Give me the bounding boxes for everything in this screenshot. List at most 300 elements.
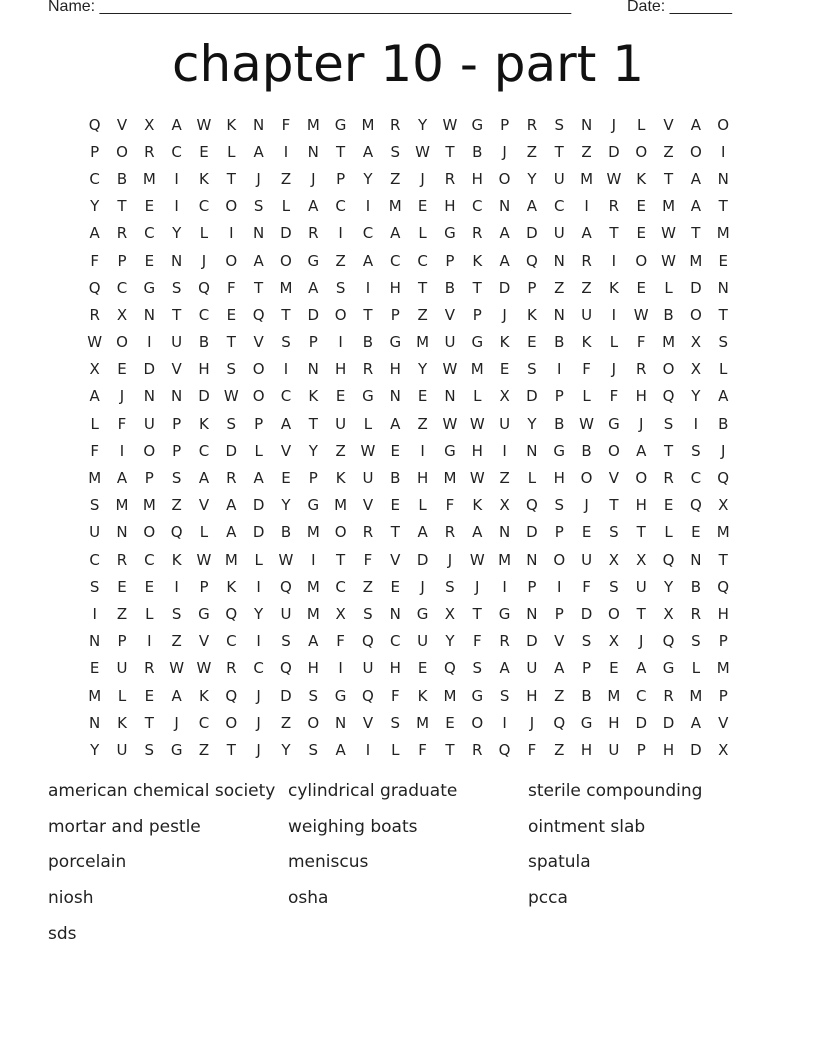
grid-letter: F [90,441,99,460]
grid-letter: F [445,496,455,515]
grid-letter: A [308,278,319,297]
grid-letter: Y [90,197,100,216]
grid-letter: S [718,333,728,352]
grid-letter: B [198,333,210,352]
grid-letter: Q [225,604,238,623]
grid-letter: T [472,278,482,297]
grid-letter: O [307,713,320,732]
letter-grid [81,111,737,764]
grid-letter: S [499,686,510,705]
grid-letter: E [417,659,428,678]
grid-letter: A [636,659,647,678]
grid-letter: A [198,469,210,488]
grid-letter: Q [444,659,456,678]
grid-letter: K [581,333,592,352]
grid-letter: T [226,333,236,352]
grid-row [81,437,737,464]
grid-letter: Z [198,740,210,759]
grid-letter: I [92,604,97,623]
grid-letter: P [336,169,346,188]
grid-letter: O [635,469,648,488]
grid-letter: V [444,305,456,324]
grid-letter: B [554,414,565,433]
grid-letter: M [88,686,102,705]
word-bank-item: osha [288,888,329,909]
grid-letter: E [144,577,155,596]
grid-letter: G [362,387,374,406]
grid-letter: L [473,387,482,406]
grid-letter: Z [581,142,592,161]
grid-row [81,356,737,383]
grid-letter: D [526,523,538,542]
grid-letter: Q [662,550,675,569]
grid-letter: G [444,224,456,243]
grid-letter: L [582,387,591,406]
grid-letter: S [171,604,182,623]
grid-row [81,383,737,410]
grid-letter: E [581,523,592,542]
grid-letter: Q [198,278,210,297]
grid-letter: W [661,251,676,270]
grid-letter: S [554,115,564,134]
grid-letter: K [199,169,209,188]
grid-letter: L [609,333,619,352]
grid-letter: B [280,523,292,542]
grid-letter: M [443,686,457,705]
grid-letter: B [663,305,674,324]
grid-letter: W [442,360,458,379]
grid-letter: Y [527,414,537,433]
grid-letter: L [281,197,291,216]
grid-letter: A [89,387,100,406]
grid-letter: I [365,278,371,297]
grid-letter: G [553,441,566,460]
grid-letter: U [116,740,128,759]
grid-row [81,519,737,546]
grid-letter: Z [171,496,182,515]
grid-letter: R [581,251,592,270]
grid-letter: P [308,333,318,352]
grid-letter: I [338,659,343,678]
grid-letter: M [716,523,730,542]
grid-letter: Q [498,740,511,759]
grid-letter: I [420,441,425,460]
grid-letter: I [174,169,179,188]
word-bank-item: sterile compounding [528,781,703,801]
grid-letter: A [554,659,565,678]
grid-letter: G [307,251,320,270]
grid-letter: F [527,740,537,759]
grid-letter: U [171,333,183,352]
grid-letter: U [635,577,647,596]
grid-letter: N [335,713,347,732]
grid-letter: N [717,278,729,297]
grid-letter: S [226,360,237,379]
grid-letter: X [335,604,346,623]
grid-letter: K [199,414,209,433]
grid-letter: X [89,360,100,379]
grid-letter: N [498,523,511,542]
grid-letter: Y [663,577,674,596]
grid-letter: R [390,115,401,134]
grid-letter: M [443,469,457,488]
grid-letter: H [608,713,620,732]
grid-letter: S [691,632,701,651]
grid-letter: S [609,577,619,596]
grid-letter: X [608,632,620,651]
grid-letter: S [226,414,237,433]
grid-letter: O [225,251,238,270]
grid-letter: U [143,414,155,433]
grid-letter: I [311,550,316,569]
grid-letter: P [117,632,127,651]
grid-letter: G [334,115,347,134]
grid-letter: A [417,523,428,542]
grid-letter: Q [662,387,675,406]
grid-row [81,546,737,573]
grid-letter: A [253,469,264,488]
grid-letter: C [362,224,374,243]
grid-letter: Q [717,577,730,596]
grid-letter: N [526,604,538,623]
grid-letter: Z [280,713,292,732]
grid-letter: S [281,632,291,651]
grid-letter: O [116,142,128,161]
grid-letter: S [144,740,155,759]
grid-letter: P [527,577,537,596]
grid-letter: Q [553,713,566,732]
grid-letter: E [390,496,401,515]
grid-letter: M [306,115,320,134]
grid-letter: L [90,414,99,433]
grid-letter: E [609,659,619,678]
grid-letter: X [718,496,729,515]
grid-letter: M [416,713,430,732]
grid-letter: J [174,713,179,732]
grid-letter: H [580,740,593,759]
grid-letter: G [143,278,156,297]
grid-letter: A [226,523,237,542]
grid-letter: M [689,686,703,705]
grid-letter: A [89,224,100,243]
grid-letter: M [498,550,512,569]
grid-letter: P [172,414,182,433]
grid-letter: U [335,414,347,433]
grid-letter: I [256,632,261,651]
grid-letter: W [469,414,485,433]
date-field[interactable]: Date: _______ [627,0,732,15]
grid-letter: Z [581,278,592,297]
grid-letter: Y [445,632,455,651]
grid-letter: U [581,305,593,324]
grid-letter: L [418,496,427,515]
grid-letter: A [362,142,374,161]
grid-letter: Q [662,632,675,651]
grid-letter: D [252,523,265,542]
grid-letter: N [253,224,265,243]
grid-letter: B [362,333,374,352]
grid-letter: N [690,550,702,569]
grid-letter: L [254,441,263,460]
grid-letter: C [335,577,346,596]
grid-letter: J [256,169,261,188]
grid-letter: T [226,740,236,759]
grid-letter: S [253,197,264,216]
grid-letter: A [308,197,319,216]
grid-letter: N [171,387,183,406]
grid-letter: J [475,577,480,596]
grid-letter: E [417,387,428,406]
grid-letter: T [609,224,619,243]
grid-letter: Y [172,224,182,243]
grid-letter: M [306,577,320,596]
grid-row [81,492,737,519]
grid-row [81,138,737,165]
grid-letter: O [498,169,511,188]
grid-letter: H [526,686,538,705]
grid-letter: E [417,197,428,216]
grid-letter: S [281,333,291,352]
grid-letter: R [472,224,483,243]
name-field[interactable]: Name: _____________________________________________________ [48,0,572,15]
grid-letter: I [229,224,234,243]
grid-letter: T [117,197,127,216]
grid-letter: P [718,686,728,705]
grid-letter: J [611,115,617,134]
grid-letter: X [144,115,155,134]
grid-letter: A [581,224,592,243]
grid-letter: Z [663,142,674,161]
word-bank-item: american chemical society [48,781,276,801]
grid-letter: S [581,632,592,651]
grid-letter: J [502,142,507,161]
grid-letter: X [636,550,647,569]
grid-letter: T [172,305,182,324]
grid-letter: A [390,224,401,243]
grid-letter: N [717,169,729,188]
grid-letter: S [445,577,455,596]
grid-letter: K [226,577,237,596]
grid-letter: O [717,115,730,134]
grid-letter: B [444,278,456,297]
grid-letter: H [717,604,729,623]
grid-letter: R [663,469,674,488]
grid-row [81,600,737,627]
grid-letter: Z [280,169,292,188]
grid-letter: N [253,115,265,134]
grid-letter: X [116,305,128,324]
grid-letter: U [553,224,565,243]
grid-letter: U [581,550,593,569]
grid-letter: D [526,632,538,651]
grid-letter: A [526,197,538,216]
grid-letter: Y [308,441,318,460]
grid-letter: S [390,713,401,732]
grid-letter: O [635,251,648,270]
grid-letter: M [689,251,703,270]
grid-letter: A [472,523,483,542]
grid-letter: X [663,604,674,623]
grid-letter: M [716,659,730,678]
grid-letter: J [420,169,425,188]
grid-letter: D [526,224,538,243]
grid-letter: D [280,686,292,705]
grid-letter: O [252,387,265,406]
grid-letter: K [308,387,319,406]
grid-letter: R [444,523,456,542]
grid-letter: Y [527,169,537,188]
grid-letter: I [174,197,179,216]
grid-letter: G [471,115,484,134]
grid-letter: K [472,496,483,515]
grid-letter: V [280,441,292,460]
grid-letter: M [115,496,129,515]
grid-letter: S [390,142,401,161]
grid-letter: O [334,523,347,542]
grid-letter: H [416,469,429,488]
grid-letter: M [142,169,156,188]
grid-letter: N [171,251,183,270]
grid-letter: C [89,169,100,188]
grid-letter: J [311,169,316,188]
grid-letter: T [445,740,455,759]
grid-letter: E [144,686,155,705]
grid-row [81,193,737,220]
grid-letter: E [445,713,455,732]
grid-letter: U [499,414,511,433]
grid-letter: P [527,278,537,297]
grid-letter: T [718,197,728,216]
grid-letter: I [365,197,371,216]
grid-letter: I [338,224,343,243]
grid-letter: C [198,197,210,216]
grid-letter: M [361,115,375,134]
grid-letter: Q [252,305,265,324]
grid-letter: H [662,740,675,759]
grid-letter: R [116,224,128,243]
grid-letter: A [171,686,182,705]
grid-letter: I [147,333,152,352]
grid-letter: L [117,686,127,705]
grid-letter: I [283,142,289,161]
grid-letter: T [636,523,646,542]
grid-letter: O [225,713,238,732]
grid-letter: F [472,632,482,651]
grid-letter: G [580,713,593,732]
grid-letter: V [198,496,210,515]
grid-letter: O [252,360,265,379]
grid-letter: J [584,496,589,515]
grid-letter: W [169,659,185,678]
grid-letter: W [415,142,431,161]
grid-letter: J [256,686,261,705]
grid-letter: M [142,496,156,515]
grid-letter: U [362,659,374,678]
grid-letter: E [390,441,401,460]
grid-letter: P [554,523,564,542]
grid-letter: D [143,360,156,379]
grid-letter: W [278,550,294,569]
grid-letter: O [607,441,620,460]
grid-letter: B [116,169,128,188]
grid-letter: H [471,169,483,188]
grid-row [81,709,737,736]
grid-row [81,573,737,600]
grid-letter: E [281,469,291,488]
grid-letter: Z [390,169,401,188]
grid-letter: T [390,523,400,542]
grid-letter: I [119,441,125,460]
grid-letter: I [338,333,343,352]
grid-letter: F [582,360,591,379]
grid-letter: L [199,224,209,243]
grid-letter: H [635,496,647,515]
grid-letter: V [608,469,620,488]
grid-letter: P [472,305,482,324]
grid-letter: X [499,496,510,515]
grid-letter: I [720,142,726,161]
grid-letter: A [390,414,401,433]
grid-letter: Q [362,686,374,705]
grid-letter: M [470,360,484,379]
grid-letter: E [117,577,127,596]
grid-letter: O [143,523,156,542]
grid-letter: E [89,659,100,678]
grid-letter: T [226,169,236,188]
grid-letter: O [580,469,593,488]
grid-letter: I [147,632,152,651]
grid-row [81,329,737,356]
grid-letter: R [690,604,702,623]
grid-letter: R [116,550,128,569]
grid-letter: R [444,169,456,188]
grid-letter: Z [362,577,374,596]
grid-letter: S [89,496,100,515]
grid-letter: W [223,387,239,406]
grid-letter: V [171,360,182,379]
grid-letter: R [608,197,620,216]
grid-letter: A [690,169,702,188]
grid-letter: M [306,523,320,542]
grid-letter: W [196,659,212,678]
grid-letter: L [527,469,537,488]
grid-letter: P [308,469,318,488]
grid-letter: E [527,333,537,352]
word-bank-item: niosh [48,888,94,909]
header-line [48,0,768,18]
grid-letter: O [225,197,238,216]
grid-letter: F [226,278,236,297]
grid-letter: J [720,441,726,460]
grid-letter: O [143,441,156,460]
grid-row [81,628,737,655]
grid-letter: P [582,659,592,678]
grid-letter: C [554,197,565,216]
grid-letter: L [363,414,373,433]
grid-letter: E [499,360,510,379]
grid-letter: H [389,278,401,297]
grid-letter: O [334,305,347,324]
grid-letter: H [389,659,401,678]
grid-letter: A [718,387,729,406]
grid-letter: E [199,142,209,161]
grid-letter: K [335,469,346,488]
grid-letter: H [471,441,483,460]
grid-letter: T [281,305,291,324]
grid-letter: U [417,632,429,651]
grid-letter: G [444,441,456,460]
grid-letter: G [307,496,320,515]
